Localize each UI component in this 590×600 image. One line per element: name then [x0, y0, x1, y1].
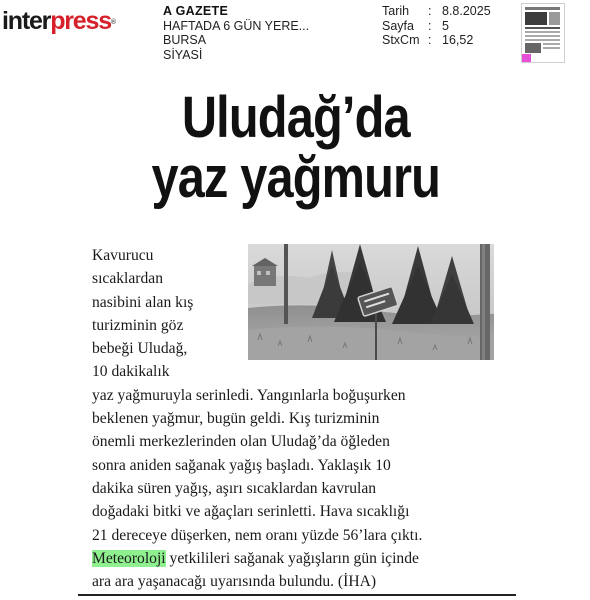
body-line: sıcaklardan — [92, 270, 164, 288]
registered-mark: ® — [110, 19, 115, 26]
interpress-logo — [2, 6, 115, 36]
body-line: beklenen yağmur, bugün geldi. Kış turizminin — [92, 410, 380, 428]
logo-text-inter: inter — [2, 7, 51, 35]
article-headline — [48, 85, 544, 210]
body-line: Kavurucu — [92, 247, 154, 264]
publication-edition: HAFTADA 6 GÜN YERE... — [163, 18, 310, 33]
meta-separator: : — [428, 33, 432, 47]
article-body — [92, 244, 422, 593]
meta-separator: : — [428, 4, 432, 18]
body-line-rest: yetkilileri sağanak yağışların gün içinde — [165, 549, 419, 567]
meta-value: 5 — [442, 18, 449, 33]
keyword-highlight[interactable]: Meteoroloji — [92, 549, 166, 567]
page-thumbnail[interactable] — [521, 3, 565, 63]
thumbnail-marker — [522, 54, 531, 62]
meta-row-date — [382, 4, 491, 19]
body-line: doğadaki bitki ve ağaçları serinletti. Hava sıcaklığı — [92, 503, 410, 521]
body-line: bebeği Uludağ, — [92, 340, 188, 358]
meta-key: StxCm — [382, 33, 420, 47]
bottom-rule — [78, 594, 516, 596]
meta-key: Tarih — [382, 4, 410, 18]
body-line: önemli merkezlerinden olan Uludağ’da öğleden — [92, 433, 390, 451]
meta-key: Sayfa — [382, 18, 414, 33]
body-line: ara ara yaşanacağı uyarısında bulundu. (İHA) — [92, 573, 377, 591]
publication-info — [163, 4, 309, 62]
body-line: nasibini alan kış — [92, 293, 194, 311]
body-line-highlighted — [92, 547, 422, 570]
body-line: 10 dakikalık — [92, 363, 170, 381]
body-line: yaz yağmuruyla serinledi. Yangınlarla boğuşurken — [92, 386, 406, 404]
body-line: turizminin göz — [92, 316, 184, 334]
publication-name: A GAZETE — [163, 4, 229, 18]
publication-city: BURSA — [163, 33, 207, 47]
meta-row-stxcm — [382, 33, 491, 48]
logo-text-press: press — [50, 7, 111, 35]
body-line: sonra aniden sağanak yağış başladı. Yaklaşık 10 — [92, 456, 391, 474]
body-line: 21 dereceye düşerken, nem oranı yüzde 56’lara çıktı. — [92, 526, 423, 544]
body-line: dakika süren yağış, aşırı sıcaklardan kavrulan — [92, 479, 377, 497]
headline-line: Uludağ’da — [181, 85, 410, 150]
meta-value: 8.8.2025 — [442, 4, 491, 18]
clipping-meta — [382, 4, 491, 48]
meta-separator: : — [428, 18, 432, 33]
headline-line: yaz yağmuru — [151, 145, 441, 210]
publication-category: SİYASİ — [163, 47, 203, 62]
meta-value: 16,52 — [442, 33, 474, 47]
meta-row-page — [382, 19, 491, 34]
